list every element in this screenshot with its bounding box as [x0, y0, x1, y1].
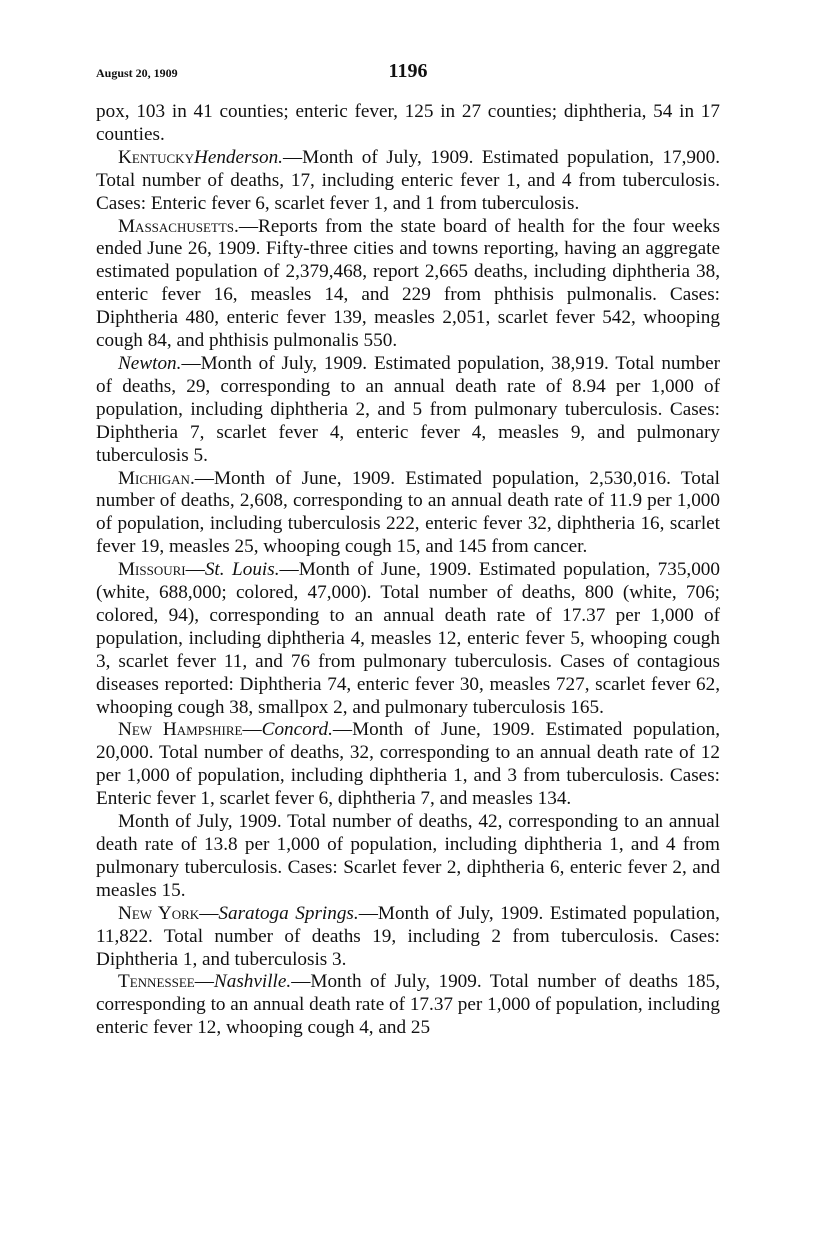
paragraph-new-york: [96, 903, 720, 972]
heading-dash: —: [194, 971, 214, 993]
paragraph-michigan: [96, 468, 720, 560]
paragraph-concord-july: [96, 811, 720, 903]
paragraph-continuation: [96, 101, 720, 147]
city-heading: Henderson.: [193, 146, 283, 168]
paragraph-massachusetts: [96, 216, 720, 353]
state-heading: Tennessee: [118, 971, 195, 993]
paragraph-text: —Month of July, 1909. Total number of deaths 185, corresponding to an annual death rate of 17.37 per 1,000 of population, including enteric fever 12, whooping cough 4, and 25: [96, 971, 720, 1039]
paragraph-text: —Month of July, 1909. Estimated population, 17,900. Total number of deaths, 17, including enteric fever 1, and 4 from tuberculosis. Cases: Enteric fever 6, scarlet fever 1, and 1 from tuberculosis.: [96, 146, 720, 214]
state-heading: New York: [118, 902, 200, 924]
state-heading: Massachusetts.: [118, 215, 239, 237]
paragraph-text: —Reports from the state board of health for the four weeks ended June 26, 1909. Fifty-three cities and towns reporting, having an aggregate estimated population of 2,379,468, report 2,665 deaths, including diphtheria 38, enteric fever 16, measles 14, and 229 from phthisis pulmonalis. Cases: Diphtheria 480, enteric fever 139, measles 2,051, scarlet fever 542, whooping cough 84, and phthisis pulmonalis 550.: [96, 215, 720, 352]
paragraph-text: —Month of July, 1909. Estimated population, 38,919. Total number of deaths, 29, corresponding to an annual death rate of 8.94 per 1,000 of population, including diphtheria 2, and 5 from pulmonary tuberculosis. Cases: Diphtheria 7, scarlet fever 4, enteric fever 4, measles 9, and pulmonary tuberculosis 5.: [96, 352, 720, 466]
paragraph-text: —Month of July, 1909. Estimated population, 11,822. Total number of deaths 19, including 2 from tuberculosis. Cases: Diphtheria 1, and tuberculosis 3.: [96, 902, 720, 970]
page-header: [96, 60, 720, 90]
heading-dash: —: [242, 719, 262, 741]
paragraph-newton: [96, 353, 720, 468]
state-heading: Missouri: [118, 559, 186, 581]
page-number: 1196: [388, 60, 428, 82]
report-body: [96, 101, 720, 1040]
heading-dash: —: [199, 902, 219, 924]
state-heading: Michigan.: [118, 467, 195, 489]
paragraph-kentucky: [96, 147, 720, 216]
paragraph-text: pox, 103 in 41 counties; enteric fever, 125 in 27 counties; diphtheria, 54 in 17 counties.: [96, 101, 720, 145]
paragraph-text: Month of July, 1909. Total number of deaths, 42, corresponding to an annual death rate of 13.8 per 1,000 of population, including diphtheria 1, and 4 from pulmonary tuberculosis. Cases: Scarlet fever 2, diphtheria 6, enteric fever 2, and measles 15.: [96, 811, 720, 901]
paragraph-missouri: [96, 559, 720, 719]
paragraph-text: —Month of June, 1909. Estimated population, 20,000. Total number of deaths, 32, corresponding to an annual death rate of 12 per 1,000 of population, including diphtheria 1, and 3 from tuberculosis. Cases: Enteric fever 1, scarlet fever 6, diphtheria 7, and measles 134.: [96, 719, 720, 810]
city-heading: Nashville.: [213, 971, 292, 993]
paragraph-tennessee: [96, 971, 720, 1040]
paragraph-text: —Month of June, 1909. Estimated population, 2,530,016. Total number of deaths, 2,608, corresponding to an annual death rate of 11.9 per 1,000 of population, including tuberculosis 222, enteric fever 32, diphtheria 16, scarlet fever 19, measles 25, whooping cough 15, and 145 from cancer.: [96, 467, 720, 558]
city-heading: St. Louis.: [204, 559, 280, 581]
state-heading: New Hampshire: [118, 719, 243, 741]
header-date: August 20, 1909: [96, 66, 178, 80]
heading-dash: —: [185, 559, 205, 581]
city-heading: Concord.: [261, 719, 333, 741]
paragraph-text: —Month of June, 1909. Estimated population, 735,000 (white, 688,000; colored, 47,000). Total number of deaths, 800 (white, 706; colored, 94), corresponding to an annual death rate of 17.37 per 1,000 of population, including diphtheria 4, measles 12, enteric fever 5, whooping cough 3, scarlet fever 11, and 76 from pulmonary tuberculosis. Cases of contagious diseases reported: Diphtheria 74, enteric fever 30, measles 727, scarlet fever 62, whooping cough 38, smallpox 2, and pulmonary tuberculosis 165.: [96, 559, 720, 718]
city-heading: Newton.: [118, 352, 182, 374]
paragraph-new-hampshire: [96, 719, 720, 811]
state-heading: Kentucky: [118, 146, 194, 168]
city-heading: Saratoga Springs.: [218, 902, 359, 924]
